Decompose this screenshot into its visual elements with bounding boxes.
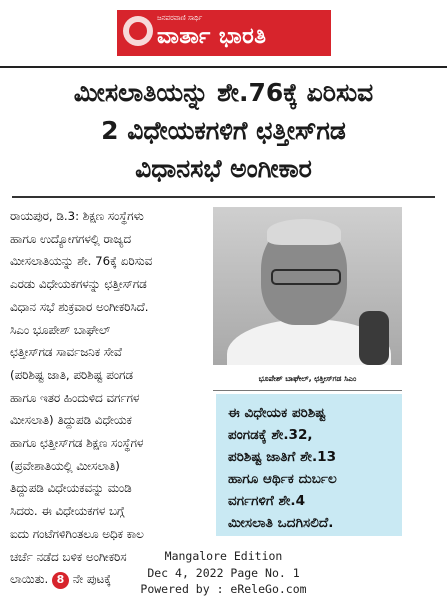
article-line: ಹಾಗೂ ಛತ್ತೀಸ್‌ಗಡ ಶಿಕ್ಷಣ ಸಂಸ್ಥೆಗಳ bbox=[10, 436, 144, 451]
article-line: ವಿಧಾನ ಸಭೆ ಶುಕ್ರವಾರ ಅಂಗೀಕರಿಸಿದೆ. bbox=[10, 299, 149, 314]
article-body bbox=[10, 205, 206, 591]
highlight-line: ಮೀಸಲಾತಿ ಒದಗಿಸಲಿದೆ. bbox=[228, 515, 334, 531]
highlight-box bbox=[216, 394, 402, 536]
photo-caption: ಭೂಪೇಶ್ ಬಾಘೇಲ್, ಛತ್ತೀಸ್‌ಗಡ ಸಿಎಂ bbox=[213, 368, 402, 391]
headline-line: 2 ವಿಧೇಯಕಗಳಿಗೆ ಛತ್ತೀಸ್‌ಗಡ bbox=[101, 116, 346, 145]
article-line: ಲಾಯಿತು. bbox=[10, 572, 49, 587]
masthead-tagline: ಜನಪರವಾಣಿ ಸಾರ್ಥಿ bbox=[157, 14, 203, 22]
article-line: (ಪ್ರವೇಶಾತಿಯಲ್ಲಿ ಮೀಸಲಾತಿ) bbox=[10, 458, 120, 473]
headline-line: ಮೀಸಲಾತಿಯನ್ನು ಶೇ.76ಕ್ಕೆ ಏರಿಸುವ bbox=[73, 78, 374, 107]
highlight-line: ವರ್ಗಗಳಿಗೆ ಶೇ.4 bbox=[228, 493, 306, 509]
masthead-logo bbox=[117, 10, 331, 56]
article-line: ಐದು ಗಂಟೆಗಳಿಗಿಂತಲೂ ಅಧಿಕ ಕಾಲ bbox=[10, 526, 144, 541]
highlight-line: ಹಾಗೂ ಆರ್ಥಿಕ ದುರ್ಬಲ bbox=[228, 471, 337, 487]
highlight-line: ಪರಿಶಿಷ್ಟ ಜಾತಿಗೆ ಶೇ.13 bbox=[228, 449, 337, 465]
article-line: (ಪರಿಶಿಷ್ಟ ಜಾತಿ, ಪರಿಶಿಷ್ಟ ಪಂಗಡ bbox=[10, 367, 133, 382]
edition-footer bbox=[0, 548, 447, 598]
masthead-title: ವಾರ್ತಾ ಭಾರತಿ bbox=[157, 24, 267, 49]
news-photo bbox=[213, 207, 402, 365]
top-divider bbox=[0, 66, 447, 68]
article-line: ಸಿಎಂ ಭೂಪೇಶ್ ಬಾಘೇಲ್ bbox=[10, 322, 111, 337]
article-line: ಸಿದರು. ಈ ವಿಧೇಯಕಗಳ ಬಗ್ಗೆ bbox=[10, 504, 125, 519]
headline bbox=[6, 74, 441, 188]
article-line: ತಿದ್ದುಪಡಿ ವಿಧೇಯಕವನ್ನು ಮಂಡಿ bbox=[10, 481, 132, 496]
article-line: ಹಾಗೂ ಉದ್ಯೋಗಗಳಲ್ಲಿ ರಾಜ್ಯದ bbox=[10, 231, 131, 246]
edition-date-page: Dec 4, 2022 Page No. 1 bbox=[147, 565, 300, 580]
article-line: ಮೀಸಲಾತಿಯನ್ನು ಶೇ. 76ಕ್ಕೆ ಏರಿಸುವ bbox=[10, 254, 153, 269]
edition-name: Mangalore Edition bbox=[164, 549, 283, 563]
headline-divider bbox=[12, 196, 435, 198]
continued-page-label[interactable]: ನೇ ಪುಟಕ್ಕೆ bbox=[72, 572, 112, 587]
article-line: ಚರ್ಚೆ ನಡೆದ ಬಳಿಕ ಅಂಗೀಕರಿಸ bbox=[10, 549, 127, 564]
emblem-icon bbox=[123, 16, 153, 46]
article-line: ರಾಯಪುರ, ಡಿ.3: ಶಿಕ್ಷಣ ಸಂಸ್ಥೆಗಳು bbox=[10, 209, 144, 223]
headline-line: ವಿಧಾನಸಭೆ ಅಂಗೀಕಾರ bbox=[135, 154, 312, 183]
article-line: ಎರಡು ವಿಧೇಯಕಗಳನ್ನು ಛತ್ತೀಸ್‌ಗಡ bbox=[10, 277, 147, 292]
article-line: ಹಾಗೂ ಇತರ ಹಿಂದುಳಿದ ವರ್ಗಗಳ bbox=[10, 390, 140, 405]
highlight-line: ಪಂಗಡಕ್ಕೆ ಶೇ.32, bbox=[228, 427, 313, 443]
article-line: ಛತ್ತೀಸ್‌ಗಡ ಸಾರ್ವಜನಿಕ ಸೇವೆ bbox=[10, 345, 122, 360]
microphone-icon bbox=[359, 311, 389, 365]
continued-page-badge[interactable]: 8 bbox=[52, 572, 69, 589]
article-line: ಮೀಸಲಾತಿ) ತಿದ್ದುಪಡಿ ವಿಧೇಯಕ bbox=[10, 413, 132, 428]
highlight-line: ಈ ವಿಧೇಯಕ ಪರಿಶಿಷ್ಟ bbox=[228, 405, 326, 421]
powered-by-link[interactable]: Powered by : eReleGo.com bbox=[140, 582, 307, 596]
